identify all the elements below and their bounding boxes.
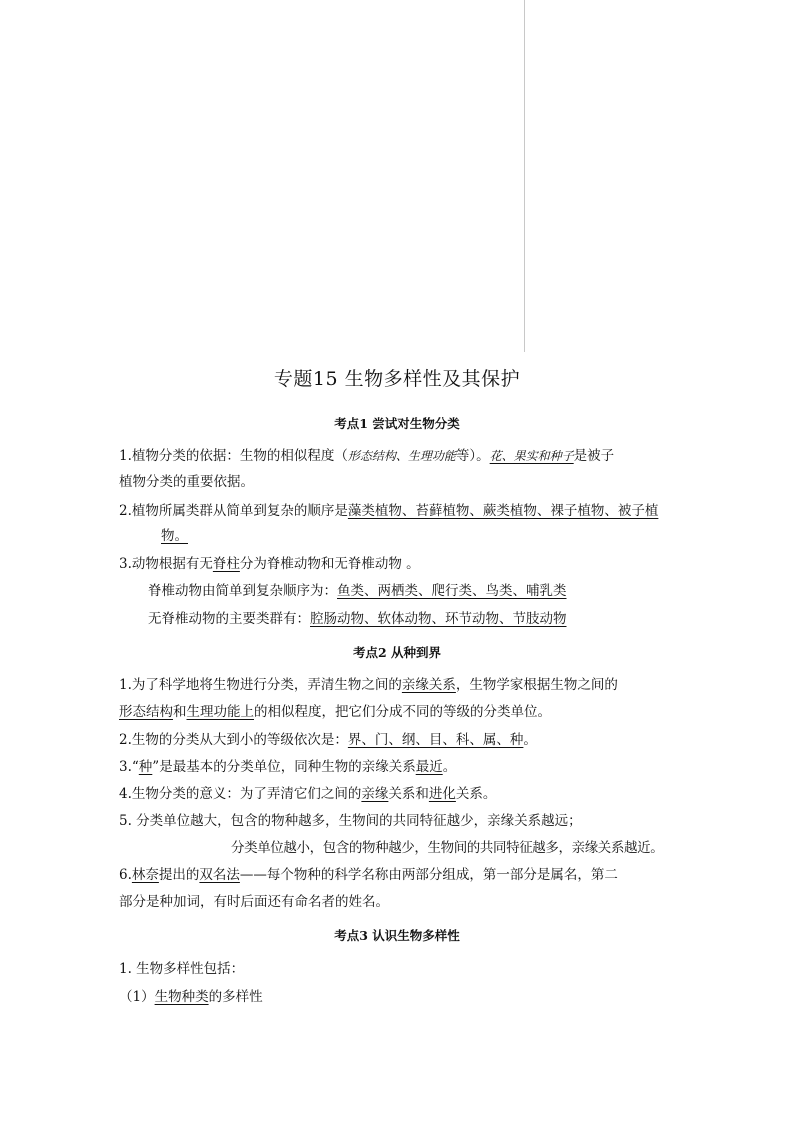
- text: ，生物学家根据生物之间的: [455, 677, 618, 693]
- s2-line-6: 5. 分类单位越大，包含的物种越多，生物间的共同特征越少，亲缘关系越远；: [119, 813, 582, 829]
- answer: 双名法: [199, 867, 240, 883]
- s2-line-5: [119, 785, 496, 803]
- text: 4.生物分类的意义：为了弄清它们之间的: [119, 786, 362, 802]
- text: 2.植物所属类群从简单到复杂的顺序是: [119, 503, 348, 519]
- text-italic: 形态结构、生理功能: [347, 449, 456, 463]
- answer: 生理功能上: [186, 704, 254, 720]
- s1-line-4: 物。: [161, 528, 188, 544]
- text: 2.生物的分类从大到小的等级依次是：: [119, 732, 348, 748]
- s2-line-7: 分类单位越小，包含的物种越少，生物间的共同特征越多，亲缘关系越近。: [231, 840, 664, 856]
- answer: 林奈: [131, 867, 159, 883]
- s1-line-6: [148, 582, 567, 600]
- text: 无脊椎动物的主要类群有：: [148, 611, 310, 627]
- s2-line-3: [119, 731, 537, 749]
- answer: 生物种类: [154, 989, 209, 1005]
- s1-line-2: 植物分类的重要依据。: [119, 474, 254, 490]
- text: 3.动物根据有无: [119, 556, 213, 572]
- text: 提出的: [158, 867, 200, 883]
- text: 1.植物分类的依据：生物的相似程度（: [119, 448, 348, 464]
- text: 。: [442, 759, 457, 775]
- text: 3.“: [119, 759, 139, 775]
- text: 的多样性: [208, 989, 263, 1005]
- s1-line-5: [119, 555, 420, 573]
- text: 的相似程度，把它们分成不同的等级的分类单位。: [254, 704, 551, 720]
- answer: 藻类植物、苔藓植物、蕨类植物、裸子植物、被子植: [347, 503, 659, 519]
- answer: 亲缘: [361, 786, 389, 802]
- text: 1.为了科学地将生物进行分类，弄清生物之间的: [119, 677, 402, 693]
- answer: 腔肠动物、软体动物、环节动物、节肢动物: [310, 611, 567, 627]
- text: 。: [523, 732, 537, 748]
- s1-line-7: [148, 610, 567, 628]
- s2-line-4: [119, 758, 456, 776]
- s1-line-3: [119, 502, 658, 520]
- page-title: 专题15 生物多样性及其保护: [273, 368, 521, 390]
- text: 是被子: [573, 448, 615, 464]
- s3-line-2: [119, 988, 263, 1006]
- text: 6.: [119, 867, 132, 883]
- section-heading-3: 考点3 认识生物多样性: [334, 928, 460, 943]
- text: 脊椎动物由简单到复杂顺序为：: [148, 583, 337, 599]
- answer: 亲缘关系: [401, 677, 456, 693]
- text: 和: [173, 704, 187, 720]
- text: 关系和: [388, 786, 429, 802]
- answer-italic: 花、果实和种子: [489, 449, 574, 463]
- s2-line-9: 部分是种加词，有时后面还有命名者的姓名。: [119, 894, 389, 910]
- vertical-rule: [524, 0, 525, 352]
- text: （1）: [119, 989, 155, 1005]
- s1-line-1: [119, 447, 614, 465]
- answer: 脊柱: [212, 556, 240, 572]
- s2-line-1: [119, 676, 618, 694]
- answer: 种: [138, 759, 153, 775]
- section-heading-2: 考点2 从种到界: [352, 645, 442, 660]
- answer: 进化: [428, 786, 456, 802]
- s2-line-8: [119, 866, 618, 884]
- answer: 鱼类、两栖类、爬行类、鸟类、哺乳类: [337, 583, 567, 599]
- s2-line-2: [119, 703, 551, 721]
- section-heading-1: 考点1 尝试对生物分类: [334, 416, 460, 431]
- text: 关系。: [455, 786, 497, 802]
- answer: 最近: [415, 759, 443, 775]
- text: ——每个物种的科学名称由两部分组成，第一部分是属名，第二: [239, 867, 618, 883]
- text: 分为脊椎动物和无脊椎动物 。: [239, 556, 420, 572]
- text: 等）。: [455, 448, 490, 464]
- answer: 界、门、纲、目、科、属、种: [347, 732, 524, 748]
- s3-line-1: 1. 生物多样性包括：: [119, 961, 245, 977]
- text: ”是最基本的分类单位，同种生物的亲缘关系: [152, 759, 416, 775]
- answer: 形态结构: [119, 704, 173, 720]
